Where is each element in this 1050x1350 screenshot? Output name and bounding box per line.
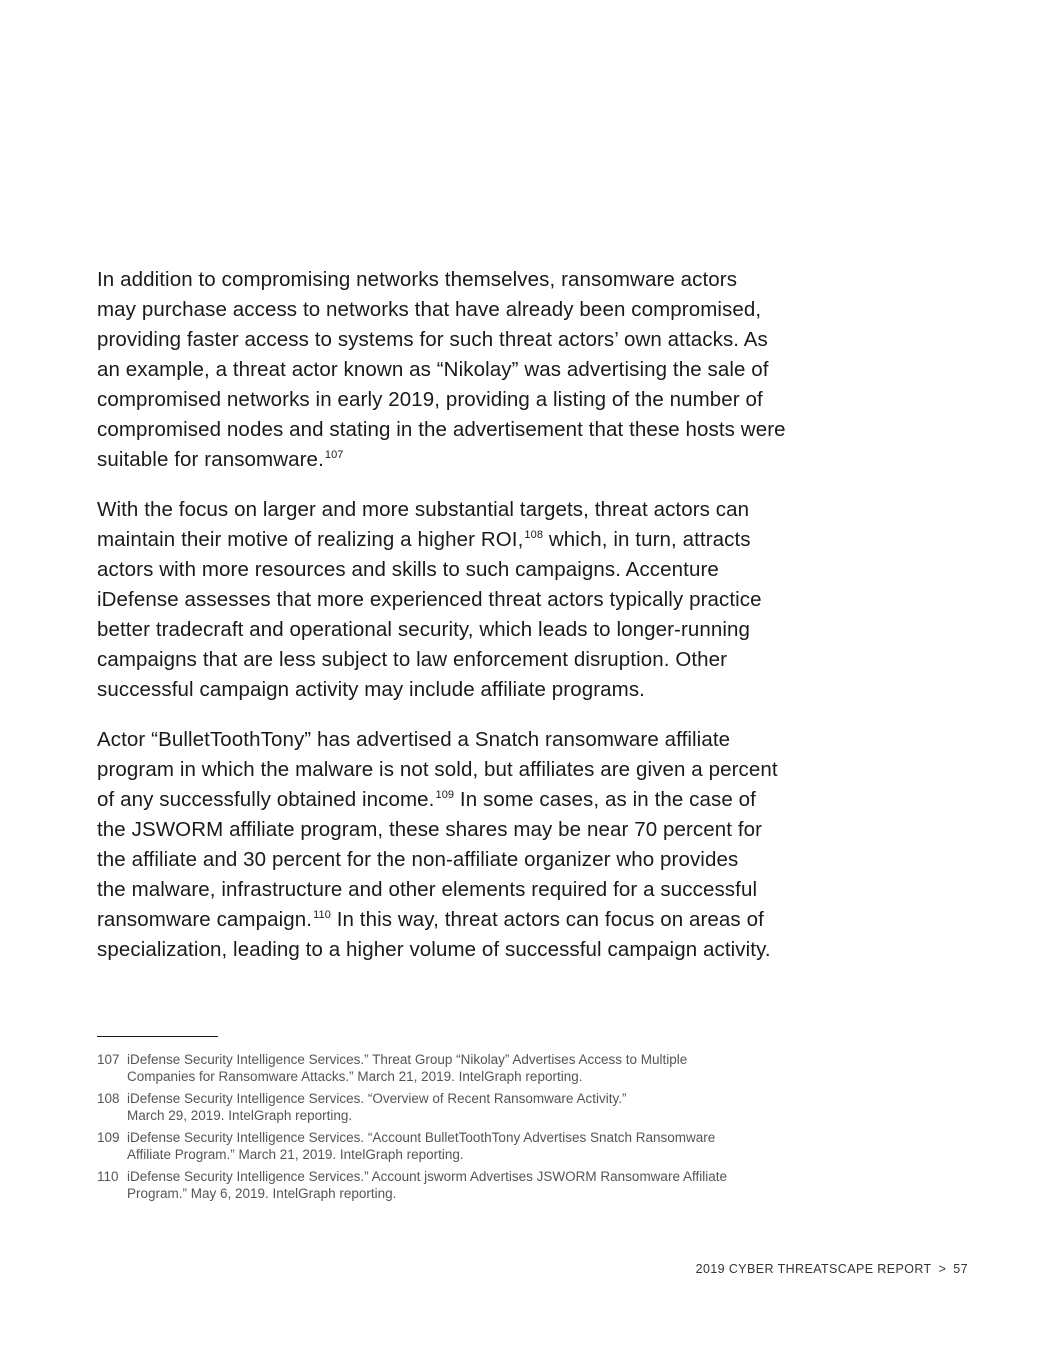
- footnote-107: [97, 1051, 857, 1085]
- footnote-109: [97, 1129, 857, 1163]
- footnote-number: 109: [97, 1130, 120, 1145]
- page-number: 57: [953, 1262, 968, 1276]
- footnote-text: iDefense Security Intelligence Services.” Account jsworm Advertises JSWORM Ransomware Affiliate Program.” May 6, 2019. IntelGraph reporting.: [127, 1169, 727, 1201]
- footnote-divider: [97, 1036, 218, 1037]
- footnote-ref-108[interactable]: 108: [524, 529, 544, 541]
- paragraph-affiliate: [97, 725, 857, 965]
- paragraph-text: In addition to compromising networks themselves, ransomware actors may purchase access to networks that have already been compromised, providing faster access to systems for such threat actors’ own attacks. As an example, a threat actor known as “Nikolay” was advertising the sale of compromised networks in early 2019, providing a listing of the number of compromised nodes and stating in the advertisement that these hosts were suitable for ransomware.: [97, 268, 786, 471]
- footnote-text: iDefense Security Intelligence Services.” Threat Group “Nikolay” Advertises Access to Multiple Companies for Ransomware Attacks.” March 21, 2019. IntelGraph reporting.: [127, 1052, 688, 1084]
- footnote-number: 110: [97, 1169, 119, 1184]
- paragraph-text: In this way, threat actors can focus on areas of specialization, leading to a higher volume of successful campaign activity.: [97, 908, 771, 961]
- paragraph-text: which, in turn, attracts actors with more resources and skills to such campaigns. Accenture iDefense assesses that more experienced threat actors typically practice better tradecraft and operational security, which leads to longer-running campaigns that are less subject to law enforcement disruption. Other successful campaign activity may include affiliate programs.: [97, 528, 762, 701]
- footnote-number: 108: [97, 1091, 120, 1106]
- footnote-108: [97, 1090, 857, 1124]
- main-body: [97, 265, 857, 985]
- paragraph-text: In some cases, as in the case of the JSWORM affiliate program, these shares may be near 70 percent for the affiliate and 30 percent for the non-affiliate organizer who provides the malware, infrastructure and other elements required for a successful ransomware campaign.: [97, 788, 763, 931]
- paragraph-text: Actor “BulletToothTony” has advertised a Snatch ransomware affiliate program in which the malware is not sold, but affiliates are given a percent of any successfully obtained income.: [97, 728, 778, 811]
- paragraph-text: With the focus on larger and more substantial targets, threat actors can maintain their motive of realizing a higher ROI,: [97, 498, 750, 551]
- footnote-ref-107[interactable]: 107: [324, 449, 344, 461]
- report-title: 2019 CYBER THREATSCAPE REPORT: [695, 1262, 932, 1276]
- paragraph-nikolay: [97, 265, 857, 475]
- footnote-number: 107: [97, 1052, 120, 1067]
- paragraph-roi: [97, 495, 857, 705]
- footnote-110: [97, 1168, 857, 1202]
- footnote-text: iDefense Security Intelligence Services. “Overview of Recent Ransomware Activity.” March 29, 2019. IntelGraph reporting.: [127, 1091, 627, 1123]
- footer-separator: >: [938, 1262, 947, 1276]
- page-footer: [696, 1262, 968, 1276]
- footnotes: [97, 1051, 857, 1207]
- footnote-ref-109[interactable]: 109: [435, 789, 455, 801]
- footnote-ref-110[interactable]: 110: [313, 909, 331, 921]
- footnote-text: iDefense Security Intelligence Services. “Account BulletToothTony Advertises Snatch Ransomware Affiliate Program.” March 21, 2019. IntelGraph reporting.: [127, 1130, 716, 1162]
